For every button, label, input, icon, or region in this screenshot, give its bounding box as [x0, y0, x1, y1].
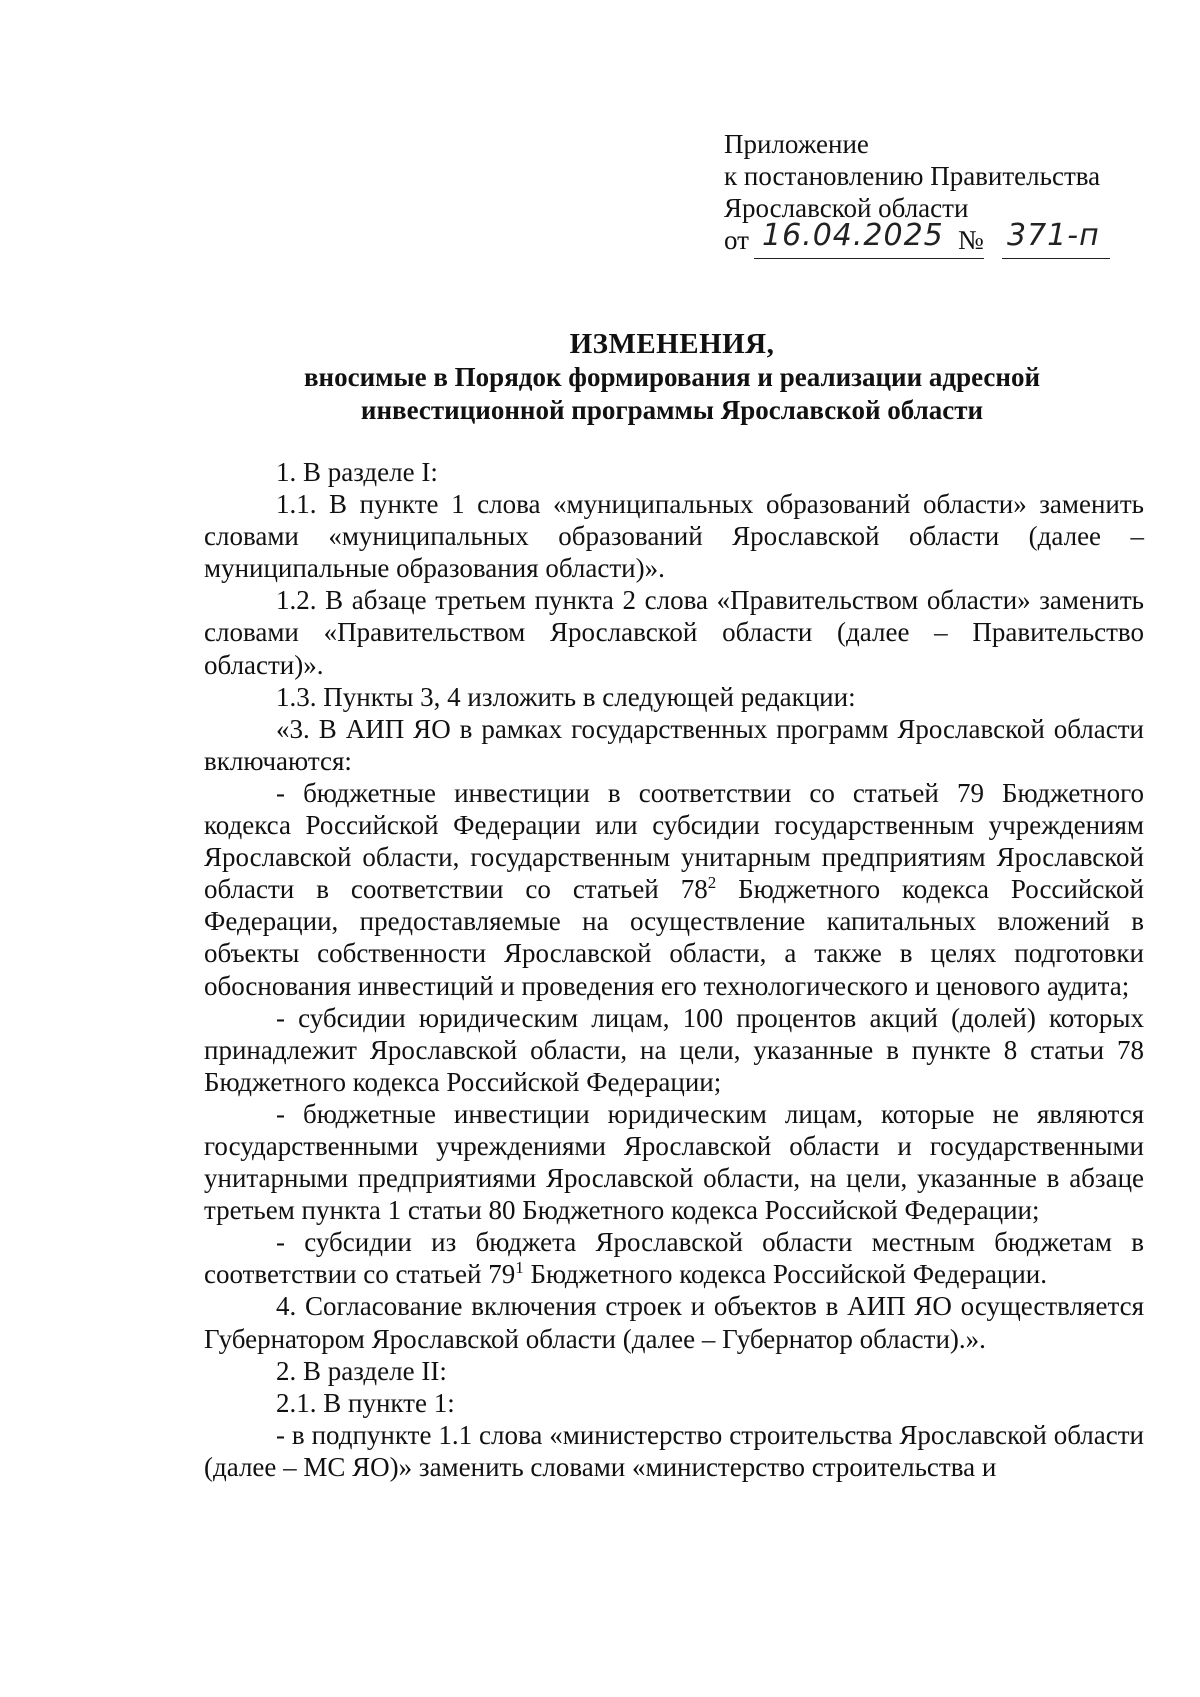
paragraph-local-budgets-tail: Бюджетного кодекса Российской Федерации.	[523, 1259, 1047, 1290]
title-subline-1: вносимые в Порядок формирования и реализации адресной	[303, 362, 1041, 392]
paragraph-point-3: «3. В АИП ЯО в рамках государственных программ Ярославской области включаются:	[204, 713, 1144, 776]
appendix-reference: к постановлению Правительства	[724, 161, 1101, 191]
decree-date-number	[724, 218, 1144, 264]
paragraph-budget-investments-tail: Бюджетного кодекса Российской Федерации, предоставляемые на осуществление капитальных вложений в объекты собственности Ярославской области, а также в целях подготовки обоснования инвестиций и проведения его технологического и ценового аудита;	[204, 874, 1144, 1001]
paragraph-budget-investments	[204, 777, 1144, 1002]
appendix-label: Приложение	[724, 129, 869, 159]
number-underline	[1002, 258, 1110, 259]
number-sign: №	[958, 225, 984, 255]
appendix-header	[724, 128, 1144, 264]
paragraph-2: 2. В разделе II:	[276, 1355, 447, 1386]
paragraph-local-budgets	[204, 1226, 1144, 1290]
paragraph-1-3: 1.3. Пункты 3, 4 изложить в следующей редакции:	[276, 681, 856, 712]
paragraph-subpoint-1-1: - в подпункте 1.1 слова «министерство строительства Ярославской области (далее – МС ЯО)» заменить словами «министерство строительства и	[204, 1419, 1144, 1482]
paragraph-1: 1. В разделе I:	[276, 457, 438, 487]
paragraph-legal-entities-investments: - бюджетные инвестиции юридическим лицам, которые не являются государственными учреждениями Ярославской области и государственными унитарными предприятиями Ярославской области, на цели, указанные в абзаце третьем пункта 1 статьи 80 Бюджетного кодекса Российской Федерации;	[204, 1098, 1144, 1226]
paragraph-2-1: 2.1. В пункте 1:	[276, 1387, 455, 1418]
title-subline-2: инвестиционной программы Ярославской области	[360, 395, 984, 425]
paragraph-1-1: 1.1. В пункте 1 слова «муниципальных образований области» заменить словами «муниципальных образований Ярославской области (далее – муниципальные образования области)».	[204, 489, 1144, 584]
document-title	[200, 328, 1144, 427]
handwritten-number: 371-п	[1007, 218, 1100, 253]
superscript: 1	[515, 1258, 524, 1278]
superscript: 2	[707, 873, 717, 893]
paragraph-budget-investments-text: - бюджетные инвестиции в соответствии со статьей 79 Бюджетного кодекса Российской Федерации или субсидии государственным учреждениям Ярославской области, государственным унитарным предприятиям Ярославской области в соответствии со статьей 78	[204, 777, 1144, 905]
paragraph-legal-entities-subsidies: - субсидии юридическим лицам, 100 процентов акций (долей) которых принадлежит Ярославской области, на цели, указанные в пункте 8 статьи 78 Бюджетного кодекса Российской Федерации;	[204, 1002, 1144, 1097]
date-underline	[754, 258, 984, 259]
document-body	[204, 456, 1144, 1483]
paragraph-point-4: 4. Согласование включения строек и объектов в АИП ЯО осуществляется Губернатором Ярославской области (далее – Губернатор области).».	[204, 1291, 1144, 1354]
paragraph-1-2: 1.2. В абзаце третьем пункта 2 слова «Правительством области» заменить словами «Правительством Ярославской области (далее – Правительство области)».	[204, 585, 1144, 680]
title-main: ИЗМЕНЕНИЯ,	[569, 328, 775, 360]
date-prefix: от	[724, 225, 749, 255]
handwritten-date: 16.04.2025	[762, 218, 944, 253]
paragraph-local-budgets-text: - субсидии из бюджета Ярославской области местным бюджетам в соответствии со статьей 79	[204, 1227, 1144, 1290]
appendix-region: Ярославской области	[724, 193, 969, 223]
